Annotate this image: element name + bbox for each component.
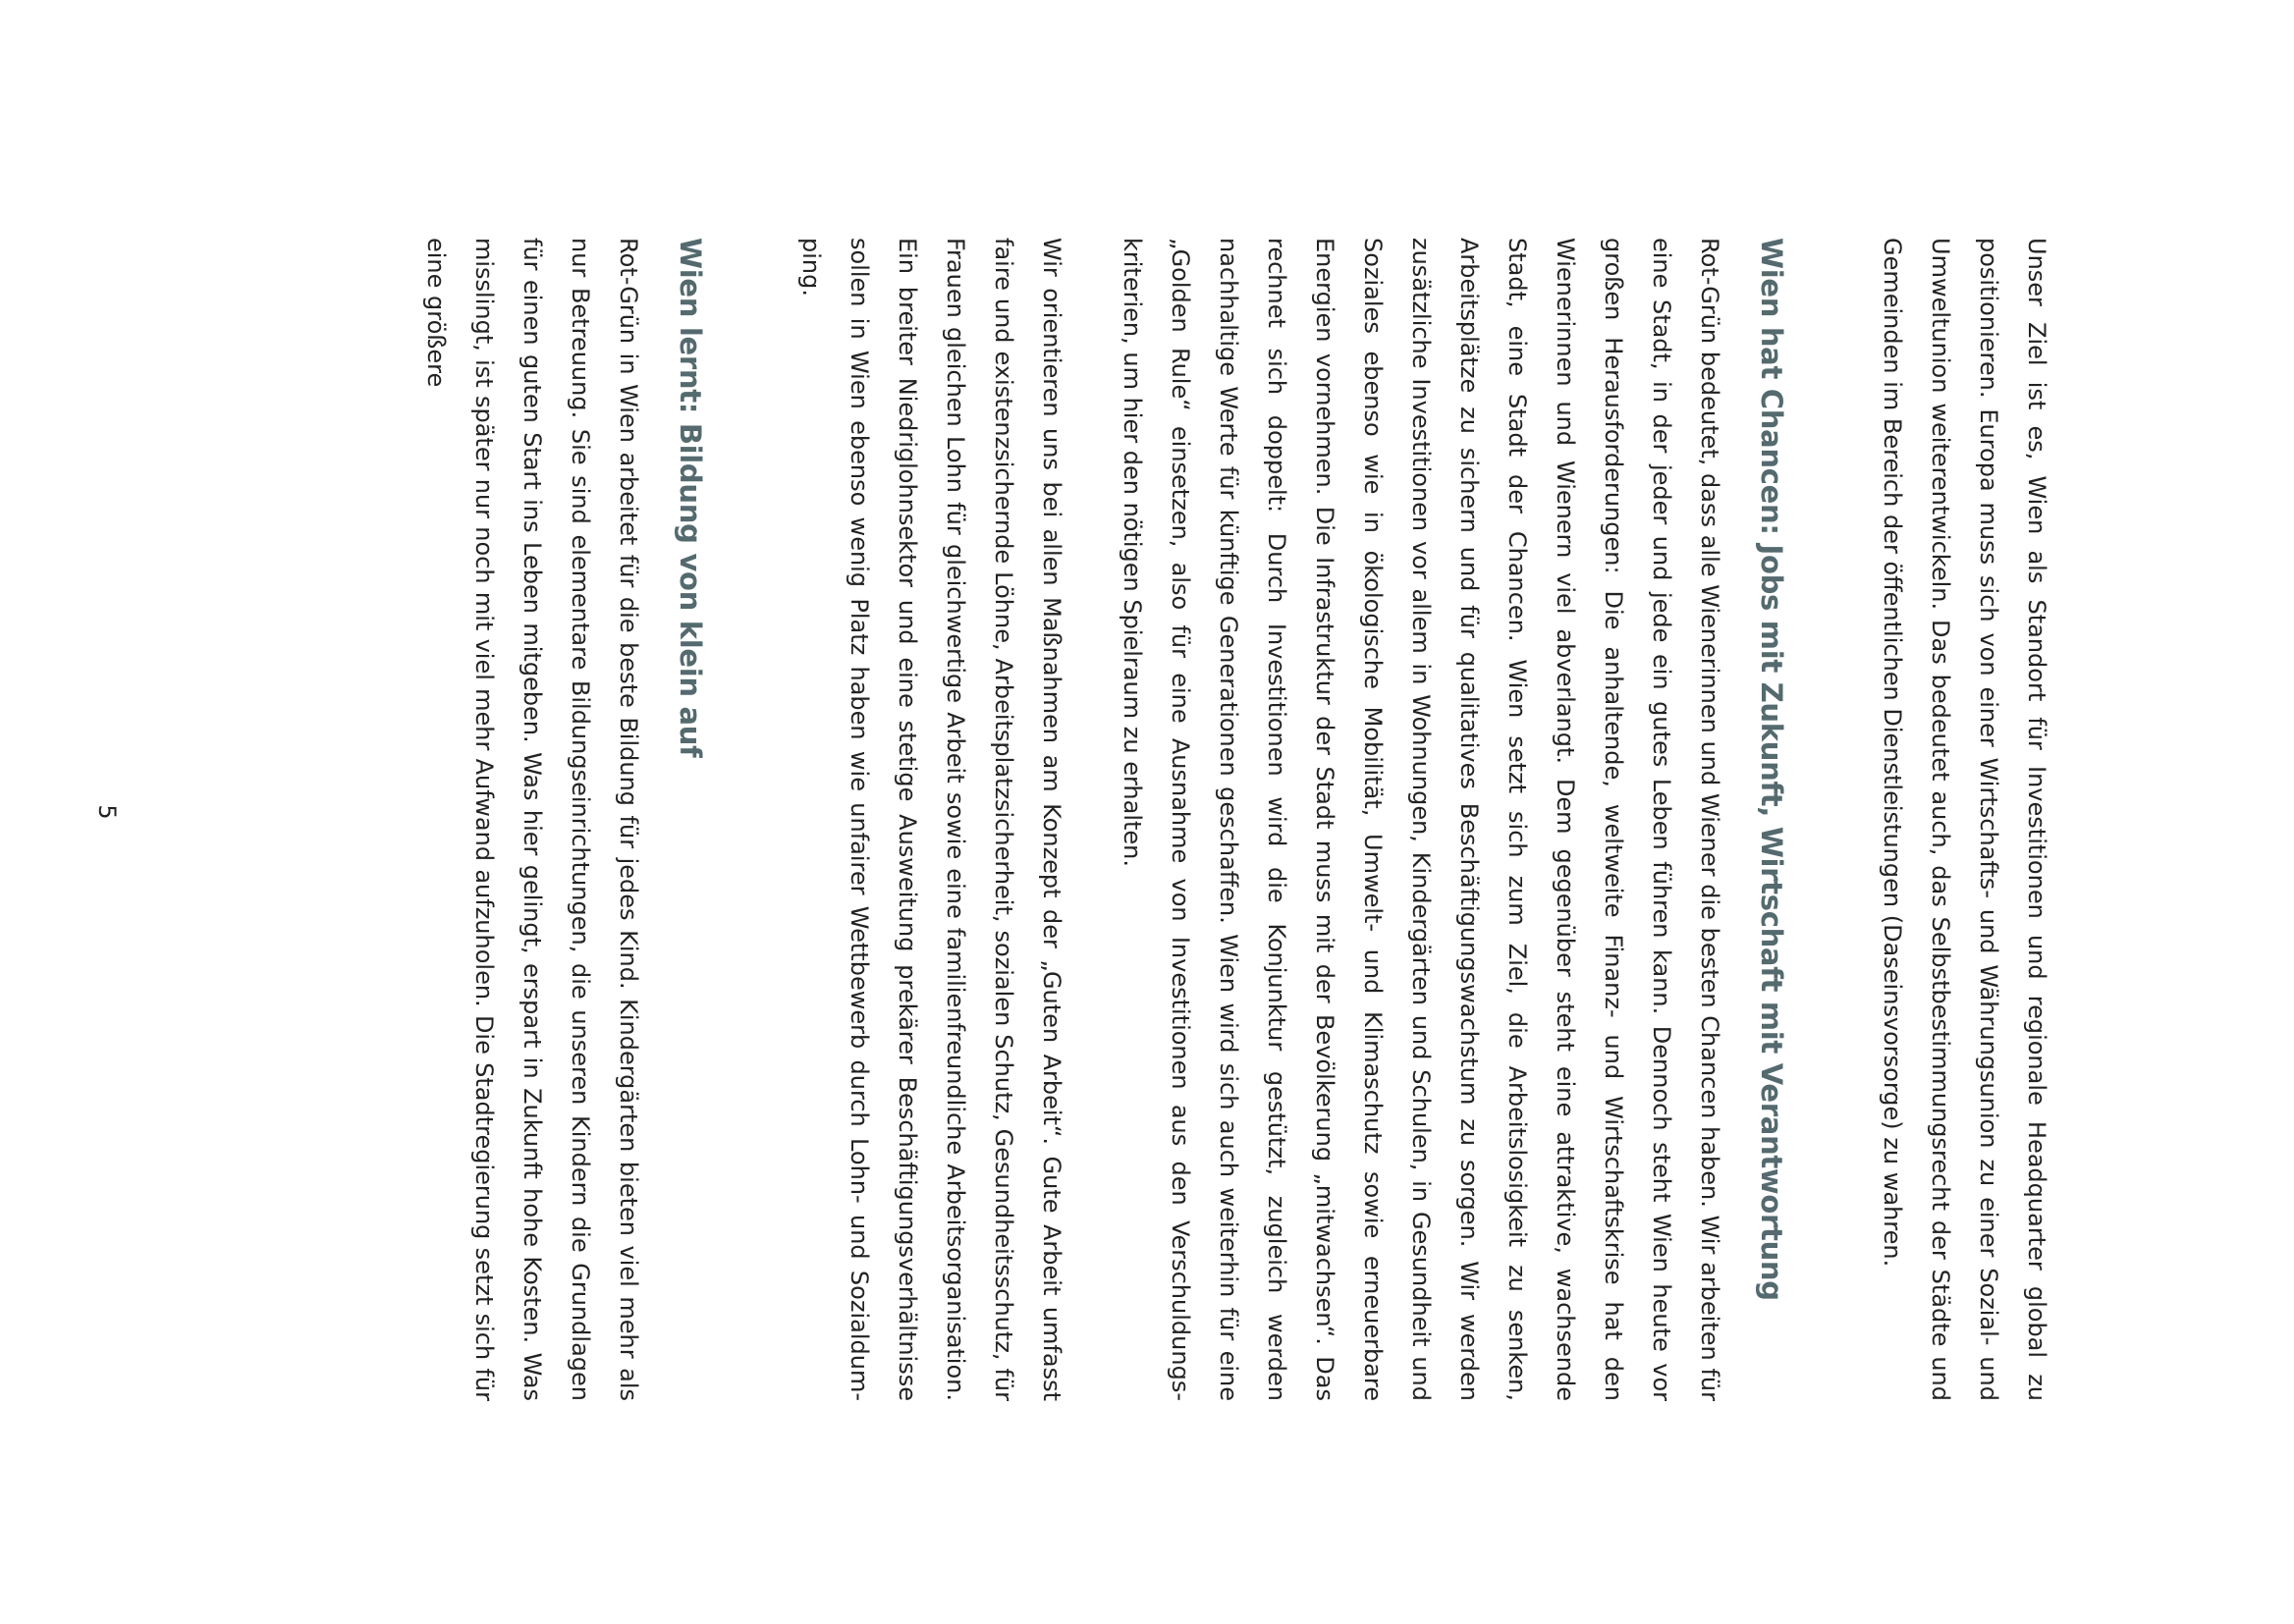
- intro-paragraph: Unser Ziel ist es, Wien als Standort für Investitionen und regionale Headquarter global zu positionieren. Europa muss sich von einer Wirtschafts- und Währungsunion zu einer Sozial- und Umweltunion weiterentwickeln. Das bedeutet auch, das Selbstbestimmungsrecht der Städte und Gemeinden im Bereich der öffentlichen Dienstleistungen (Daseinsvorsorge) zu wahren.: [1879, 238, 2050, 1401]
- section-jobs-paragraph-1: Rot-Grün bedeutet, dass alle Wienerinnen und Wiener die besten Chancen haben. Wir arbeiten für eine Stadt, in der jeder und jede ein gutes Leben führen kann. Dennoch steht Wien heute vor großen Herausforderungen: Die anhaltende, weltweite Finanz- und Wirtschaftskrise hat den Wienerinnen und Wienern viel abverlangt. Dem gegenüber steht eine attraktive, wachsende Stadt, eine Stadt der Chancen. Wien setzt sich zum Ziel, die Arbeitslosigkeit zu senken, Arbeitsplätze zu sichern und für qualitatives Beschäftigungswachstum zu sorgen. Wir werden zusätzliche Investitionen vor allem in Wohnungen, Kindergärten und Schulen, in Gesundheit und Soziales ebenso wie in ökologische Mobilität, Umwelt- und Klimaschutz sowie erneuerbare Energien vornehmen. Die Infrastruktur der Stadt muss mit der Bevölkerung „mitwachsen“. Das rechnet sich doppelt: Durch Investitionen wird die Konjunktur gestützt, zugleich werden nachhaltige Werte für künftige Generationen geschaffen. Wien wird sich auch weiterhin für eine „Golden Rule“ einsetzen, also für eine Ausnahme von Investitionen aus den Verschuldungskriterien, um hier den nötigen Spielraum zu erhalten.: [1119, 238, 1723, 1401]
- page-number: 5: [93, 804, 121, 820]
- page-body: [379, 238, 2060, 1401]
- section-heading-bildung: Wien lernt: Bildung von klein auf: [674, 238, 707, 758]
- section-jobs-paragraph-2: Wir orientieren uns bei allen Maßnahmen am Konzept der „Guten Arbeit“. Gute Arbeit umfasst faire und existenzsichernde Löhne, Arbeitsplatzsicherheit, sozialen Schutz, Gesundheitsschutz, für Frauen gleichen Lohn für gleichwertige Arbeit sowie eine familienfreundliche Arbeitsorganisation. Ein breiter Niedriglohnsektor und eine stetige Ausweitung prekärer Beschäftigungsverhältnisse sollen in Wien ebenso wenig Platz haben wie unfairer Wettbewerb durch Lohn- und Sozialdumping.: [797, 238, 1065, 1401]
- section-bildung-paragraph-1: Rot-Grün in Wien arbeitet für die beste Bildung für jedes Kind. Kindergärten bieten viel mehr als nur Betreuung. Sie sind elementare Bildungseinrichtungen, die unseren Kindern die Grundlagen für einen guten Start ins Leben mitgeben. Was hier gelingt, erspart in Zukunft hohe Kosten. Was misslingt, ist später nur noch mit viel mehr Aufwand aufzuholen. Die Stadtregierung setzt sich für eine größere: [422, 238, 642, 1401]
- section-heading-jobs: Wien hat Chancen: Jobs mit Zukunft, Wirtschaft mit Verantwortung: [1755, 238, 1788, 1301]
